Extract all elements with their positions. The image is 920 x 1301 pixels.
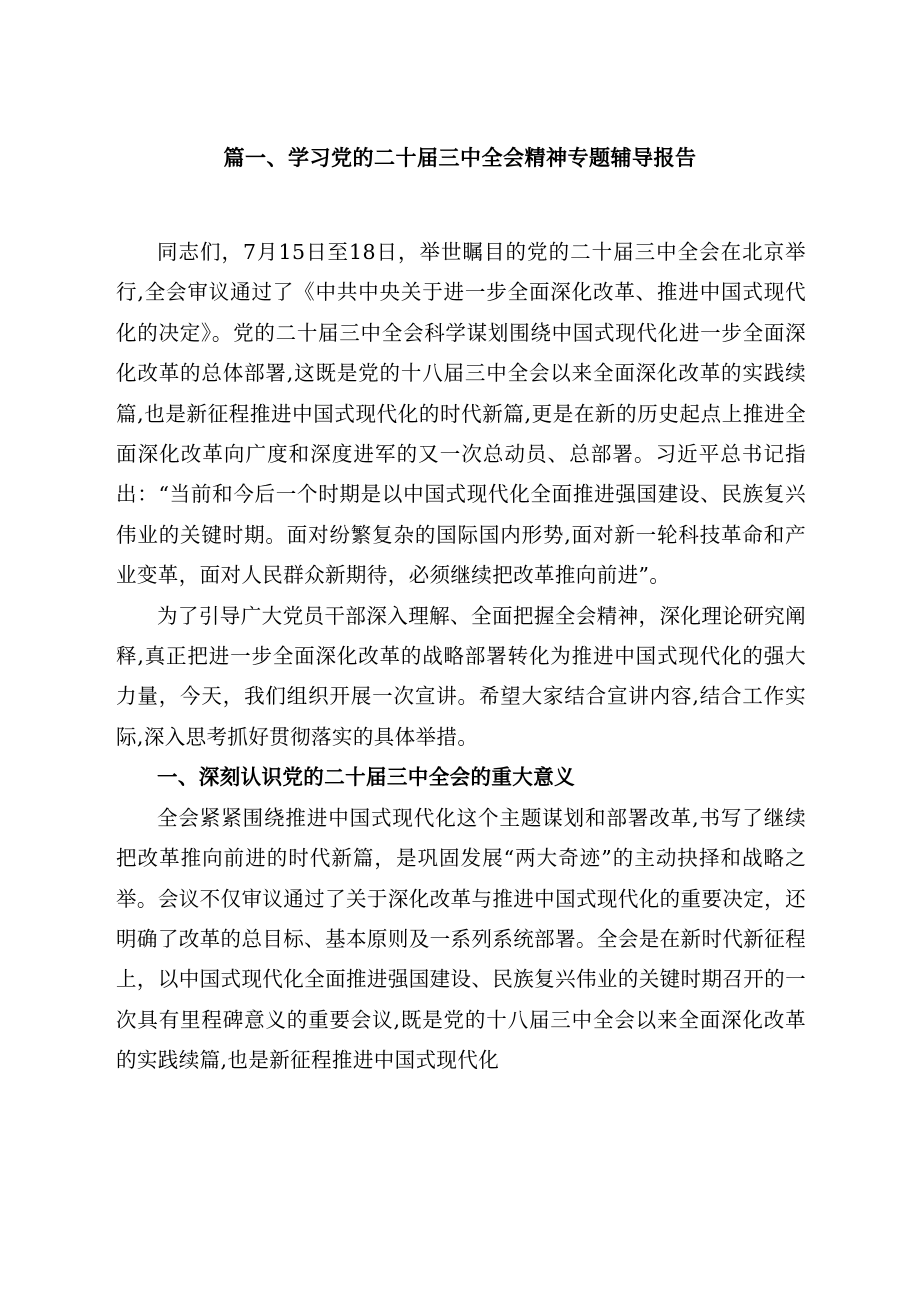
paragraph-purpose: 为了引导广大党员干部深入理解、全面把握全会精神，深化理论研究阐释,真正把进一步全面深化改革的战略部署转化为推进中国式现代化的强大力量，今天，我们组织开展一次宣讲。希望大家结合宣讲内容,结合工作实际,深入思考抓好贯彻落实的具体举措。 bbox=[116, 603, 806, 749]
paragraph-significance: 全会紧紧围绕推进中国式现代化这个主题谋划和部署改革,书写了继续把改革推向前进的时代新篇，是巩固发展“两大奇迹”的主动抉择和战略之举。会议不仅审议通过了关于深化改革与推进中国式现代化的重要决定，还明确了改革的总目标、基本原则及一系列系统部署。全会是在新时代新征程上，以中国式现代化全面推进强国建设、民族复兴伟业的关键时期召开的一次具有里程碑意义的重要会议,既是党的十八届三中全会以来全面深化改革的实践续篇,也是新征程推进中国式现代化 bbox=[116, 805, 806, 1073]
section-heading: 一、深刻认识党的二十届三中全会的重大意义 bbox=[157, 765, 575, 790]
document-title: 篇一、学习党的二十届三中全会精神专题辅导报告 bbox=[223, 145, 697, 170]
document-body bbox=[116, 232, 806, 1081]
paragraph-opening: 同志们，7月15日至18日，举世瞩目的党的二十届三中全会在北京举行,全会审议通过了《中共中央关于进一步全面深化改革、推进中国式现代化的决定》。党的二十届三中全会科学谋划围绕中国式现代化进一步全面深化改革的总体部署,这既是党的十八届三中全会以来全面深化改革的实践续篇,也是新征程推进中国式现代化的时代新篇,更是在新的历史起点上推进全面深化改革向广度和深度进军的又一次总动员、总部署。习近平总书记指出：“当前和今后一个时期是以中国式现代化全面推进强国建设、民族复兴伟业的关键时期。面对纷繁复杂的国际国内形势,面对新一轮科技革命和产业变革，面对人民群众新期待，必须继续把改革推向前进”。 bbox=[116, 240, 806, 588]
